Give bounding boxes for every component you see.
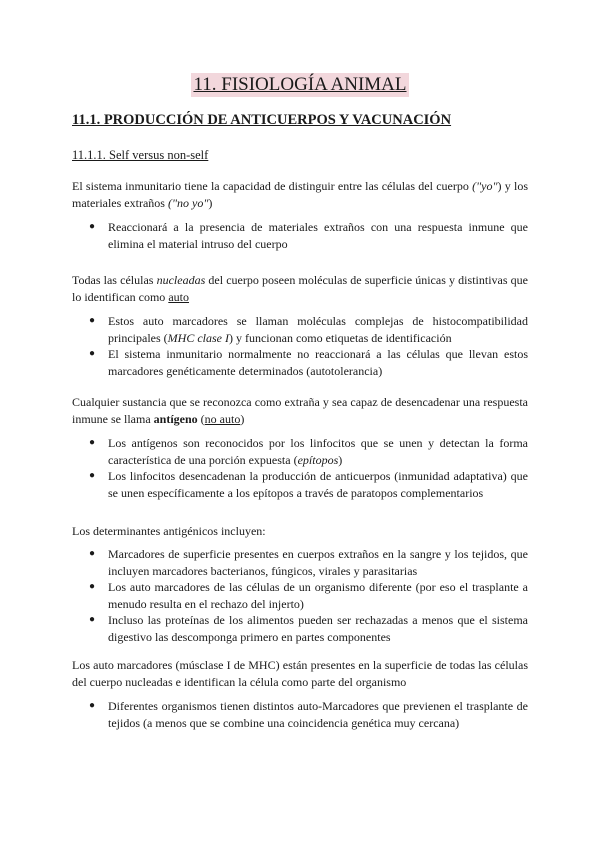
bullet-icon: ● [89,581,96,592]
list-item: ● Los linfocitos desencadenan la producción de anticuerpos (inmunidad adaptativa) que se unen específicamente a los epítopos a través de paratopos complementarios [89,469,528,500]
paragraph-nucleated-cells: Todas las células nucleadas del cuerpo poseen moléculas de superficie únicas y distintivas que lo identifican como auto [72,273,528,304]
subsection-heading: 11.1.1. Self versus non-self [72,148,209,162]
bullet-icon: ● [89,470,96,481]
p1-yo: ("yo" [472,179,498,193]
bullet-icon: ● [89,315,96,326]
paragraph-antigen: Cualquier sustancia que se reconozca como extraña y sea capaz de desencadenar una respuesta inmune se llama antígeno (no auto) [72,395,528,426]
p1-text: El sistema inmunitario tiene la capacidad de distinguir entre las células del cuerpo [72,179,473,193]
list-item: ● Incluso las proteínas de los alimentos pueden ser rechazadas a menos que el sistema digestivo las descomponga primero en partes componentes [89,613,528,644]
antigen-term: antígeno [153,412,198,426]
list-item: ● Estos auto marcadores se llaman moléculas complejas de histocompatibilidad principales (MHC clase I) y funcionan como etiquetas de identificación [89,314,528,345]
bullet-icon: ● [89,700,96,711]
p1-text-mid: ) y los materiales extraños [72,179,528,210]
bullet-icon: ● [89,221,96,232]
paragraph-determinants: Los determinantes antigénicos incluyen: [72,524,266,538]
p1-no-yo: ("no yo" [167,196,209,210]
epitopos-term: epítopos [297,452,339,467]
bullet-list-2 [72,313,528,379]
bullet-list-5 [72,698,528,731]
bullet-list-4 [72,546,528,645]
bullet-icon: ● [89,548,96,559]
bullet-icon: ● [89,614,96,625]
p1-text-end: ) [208,196,213,210]
no-auto-term: no auto [204,412,241,426]
list-item: ● Los auto marcadores de las células de un organismo diferente (por eso el trasplante a menudo resulta en el rechazo del injerto) [89,580,528,611]
list-item: ● Marcadores de superficie presentes en cuerpos extraños en la sangre y los tejidos, que incluyen marcadores bacterianos, fúngicos, virales y parasitarias [89,547,528,578]
p2-nucleadas: nucleadas [156,273,206,287]
paragraph-self-nonself [72,178,528,212]
section-heading: 11.1. PRODUCCIÓN DE ANTICUERPOS Y VACUNACIÓN [72,112,452,128]
list-item: ● Los antígenos son reconocidos por los linfocitos que se unen y detectan la forma característica de una porción expuesta (epítopos) [89,436,528,467]
bullet-icon: ● [89,437,96,448]
title-container [0,73,600,97]
list-item: ● Diferentes organismos tienen distintos auto-Marcadores que previenen el trasplante de tejidos (a menos que se combine una coincidencia genética muy cercana) [89,699,528,730]
chapter-title: 11. FISIOLOGÍA ANIMAL [193,74,407,95]
p2-auto: auto [168,290,189,304]
list-item: ● El sistema inmunitario normalmente no reaccionará a las células que llevan estos marcadores genéticamente determinados (autotolerancia) [89,347,528,378]
list-item: ● Reaccionará a la presencia de materiales extraños con una respuesta inmune que elimina el material intruso del cuerpo [89,220,528,251]
bullet-icon: ● [89,348,96,359]
mhc-class-i: MHC clase I [167,330,229,345]
bullet-list-1 [72,219,528,252]
bullet-list-3 [72,435,528,501]
paragraph-mhc-markers: Los auto marcadores (músclase I de MHC) están presentes en la superficie de todas las células del cuerpo nucleadas e identifican la célula como parte del organismo [72,658,528,689]
